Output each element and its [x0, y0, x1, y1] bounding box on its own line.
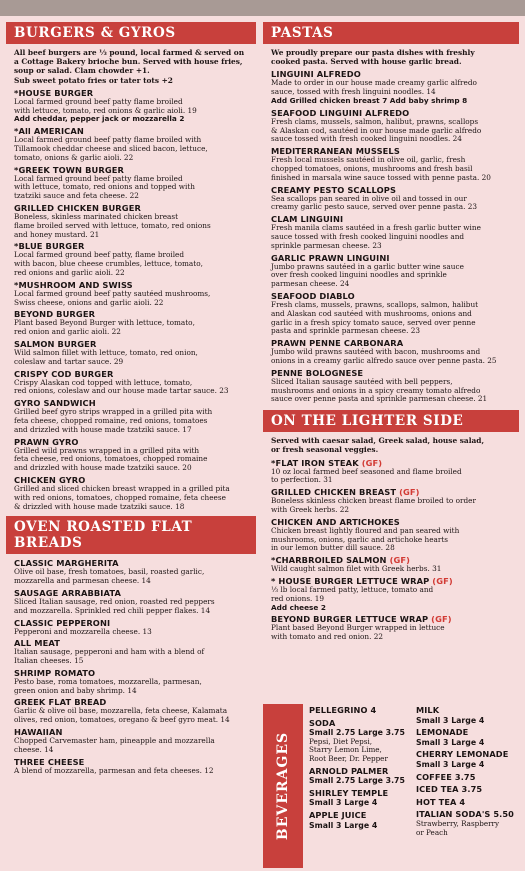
item-name-text: * HOUSE BURGER LETTUCE WRAP	[271, 575, 430, 586]
item-name-text: CLASSIC PEPPERONI	[14, 617, 111, 628]
item-name	[14, 618, 248, 628]
menu-item	[14, 369, 248, 397]
item-description: Swiss cheese, onions and garlic aioli. 22	[14, 297, 164, 307]
item-description: finished in marsala wine sauce tossed with penne pasta. 20	[271, 172, 491, 182]
menu-item	[14, 280, 248, 308]
beverage-name: CHERRY LEMONADE	[416, 749, 509, 760]
menu-item	[271, 338, 511, 366]
item-description: Jumbo wild prawns sautéed with bacon, mushrooms and	[271, 347, 481, 357]
item-description: mushrooms, onions, garlic and artichoke hearts	[271, 534, 449, 544]
beverages-heading: BEVERAGES	[275, 731, 291, 841]
item-description: & Alaskan cod, sautéed in our house made garlic alfredo	[271, 125, 482, 135]
menu-item	[271, 291, 511, 336]
beverage-item	[309, 706, 409, 716]
menu-item	[14, 241, 248, 277]
item-description: 10 oz local farmed beef seasoned and flame broiled	[271, 466, 462, 476]
item-name-text: SEAFOOD DIABLO	[271, 290, 355, 301]
burgers-list	[6, 88, 256, 512]
menu-item	[14, 88, 248, 124]
item-name-text: CRISPY COD BURGER	[14, 368, 114, 379]
item-description: garlic in a fresh spicy tomato sauce, served over penne	[271, 317, 476, 327]
beverage-name: MILK	[416, 705, 440, 715]
item-description: with bacon, blue cheese crumbles, lettuce, tomato,	[14, 259, 203, 269]
item-description: Chopped Carvemaster ham, pineapple and mozzarella	[14, 736, 215, 746]
beverage-item	[309, 767, 409, 786]
item-description: Sliced Italian sausage sautéed with bell peppers,	[271, 376, 453, 386]
beverage-item	[416, 798, 519, 808]
menu-item	[14, 309, 248, 337]
item-description: and drizzled with house made tzatziki sauce. 17	[14, 424, 192, 434]
item-description: Local farmed ground beef patty flame broiled with	[14, 135, 202, 145]
item-description: in our lemon butter dill sauce. 28	[271, 543, 395, 553]
menu-item	[271, 253, 511, 289]
menu-item	[271, 214, 511, 250]
beverage-name: SHIRLEY TEMPLE	[309, 787, 389, 798]
gluten-free-badge: (GF)	[361, 457, 383, 468]
item-description: Grilled and sliced chicken breast wrapped in a grilled pita	[14, 483, 230, 493]
menu-item	[14, 398, 248, 434]
menu-item	[271, 368, 511, 404]
item-addon: Add cheddar, pepper jack or mozzarella 2	[14, 114, 185, 124]
item-description: and Alaskan cod sautéed with mushrooms, onions and	[271, 308, 472, 318]
item-description: Garlic & olive oil base, mozzarella, feta cheese, Kalamata	[14, 706, 228, 716]
item-description: Grilled wild prawns wrapped in a grilled pita with	[14, 445, 200, 455]
item-description: creamy garlic pesto sauce, served over penne pasta. 23	[271, 202, 478, 212]
burgers-heading: BURGERS & GYROS	[6, 22, 256, 44]
beverage-price: Small 3 Large 4	[416, 759, 485, 769]
beverage-name: PELLEGRINO 4	[309, 705, 377, 715]
menu-item	[271, 146, 511, 182]
item-description: over fresh cooked linguini noodles and sprinkle	[271, 270, 447, 280]
item-description: Fresh local mussels sautéed in olive oil, garlic, fresh	[271, 155, 466, 165]
menu-item	[271, 185, 511, 213]
item-addon: Add Grilled chicken breast 7 Add baby shrimp 8	[271, 96, 468, 105]
item-name-text: BEYOND BURGER	[14, 309, 96, 320]
item-description: A blend of mozzarella, parmesan and feta cheeses. 12	[14, 765, 214, 775]
item-description: ⅓ lb local farmed patty, lettuce, tomato and	[271, 584, 434, 594]
lighter-section	[263, 410, 519, 642]
item-description: Made to order in our house made creamy garlic alfredo	[271, 78, 477, 88]
item-name-text: GYRO SANDWICH	[14, 398, 96, 409]
beverages-section	[263, 704, 519, 868]
item-description: with Greek herbs. 22	[271, 504, 350, 514]
item-description: sauce tossed with fresh cooked linguini noodles. 24	[271, 134, 462, 144]
gluten-free-badge: (GF)	[431, 614, 452, 625]
item-description: Crispy Alaskan cod topped with lettuce, tomato,	[14, 377, 193, 387]
intro-line: or fresh seasonal veggies.	[271, 445, 379, 455]
beverage-item	[309, 789, 409, 808]
item-name-text: LINGUINI ALFREDO	[271, 69, 361, 80]
gluten-free-badge: (GF)	[389, 555, 411, 566]
item-description: Sliced Italian sausage, red onion, roasted red peppers	[14, 596, 215, 606]
item-description: green onion and baby shrimp. 14	[14, 685, 137, 695]
beverage-name: APPLE JUICE	[309, 809, 367, 820]
item-name-text: PRAWN GYRO	[14, 436, 79, 447]
beverage-price: Small 3 Large 4	[416, 715, 485, 725]
item-name-text: GRILLED CHICKEN BREAST	[271, 487, 397, 498]
pastas-intro	[271, 48, 511, 66]
intro-line: All beef burgers are ⅓ pound, local farmed & served on	[14, 48, 245, 57]
item-description: Fresh clams, mussels, salmon, halibut, prawns, scallops	[271, 116, 479, 126]
menu-item	[14, 437, 248, 473]
item-name-text: PENNE BOLOGNESE	[271, 367, 364, 378]
beverages-column-2	[416, 706, 519, 840]
top-wood-strip	[0, 0, 525, 16]
menu-item	[14, 126, 248, 162]
item-description: Wild caught salmon filet with Greek herbs. 31	[271, 564, 442, 574]
item-description: with red onions, tomatoes, chopped romaine, feta cheese	[14, 492, 226, 502]
beverage-note: Strawberry, Raspberry	[416, 818, 500, 828]
intro-line: cooked pasta. Served with house garlic bread.	[271, 57, 462, 67]
item-description: Plant based Beyond Burger with lettuce, tomato,	[14, 318, 195, 328]
beverage-item	[416, 728, 519, 747]
beverages-tab	[263, 704, 303, 868]
beverage-price: Small 2.75 Large 3.75	[309, 776, 405, 786]
item-description: and drizzled with house made tzatziki sauce. 20	[14, 463, 192, 473]
menu-item	[14, 618, 248, 637]
item-name-text: CREAMY PESTO SCALLOPS	[271, 184, 397, 195]
item-description: chopped tomatoes, onions, mushrooms and fresh basil	[271, 163, 473, 173]
beverage-name: HOT TEA 4	[416, 796, 466, 807]
item-name-text: *FLAT IRON STEAK	[271, 457, 359, 468]
item-description: pasta and sprinkle parmesan cheese. 23	[271, 326, 421, 336]
menu-item	[271, 108, 511, 144]
item-name-text: CHICKEN AND ARTICHOKES	[271, 516, 400, 527]
menu-item	[271, 555, 511, 574]
item-description: and mozzarella. Sprinkled red chili pepper flakes. 14	[14, 605, 211, 615]
menu-item	[271, 458, 511, 486]
beverage-name: SODA	[309, 717, 336, 728]
item-description: red onions, coleslaw and our house made tartar sauce. 23	[14, 386, 229, 396]
item-description: parmesan cheese. 24	[271, 279, 350, 289]
item-description: sauce tossed with fresh cooked linguini noodles and	[271, 231, 465, 241]
item-description: Sea scallops pan seared in olive oil and tossed in our	[271, 193, 467, 203]
flatbreads-list	[6, 558, 256, 775]
beverage-item	[416, 706, 519, 725]
menu-item	[14, 757, 248, 776]
item-description: onions in a creamy garlic alfredo sauce over penne pasta. 25	[271, 355, 497, 365]
item-description: sprinkle parmesan cheese. 23	[271, 240, 382, 250]
beverage-note: Root Beer, Dr. Pepper	[309, 753, 388, 763]
item-description: Italian cheeses. 15	[14, 656, 84, 666]
item-name-text: *CHARBROILED SALMON	[271, 555, 387, 566]
gluten-free-badge: (GF)	[432, 575, 453, 586]
beverage-item	[416, 773, 519, 783]
item-description: flame broiled served with lettuce, tomato, red onions	[14, 220, 211, 230]
item-description: Plant based Beyond Burger wrapped in lettuce	[271, 623, 445, 633]
item-name-text: GARLIC PRAWN LINGUINI	[271, 252, 390, 263]
item-description: cheese. 14	[14, 744, 54, 754]
item-description: Jumbo prawns sautéed in a garlic butter wine sauce	[271, 261, 464, 271]
item-name-text: THREE CHEESE	[14, 756, 85, 767]
intro-line: soup or salad. Clam chowder +1.	[14, 66, 150, 76]
item-description: Pesto base, roma tomatoes, mozzarella, parmesan,	[14, 676, 202, 686]
menu-item	[271, 576, 511, 612]
item-description: sauce over penne pasta and sprinkle parmesan cheese. 21	[271, 394, 488, 404]
right-column	[263, 22, 519, 644]
item-name-text: MEDITERRANEAN MUSSELS	[271, 146, 400, 157]
gluten-free-badge: (GF)	[399, 487, 420, 498]
beverage-name: COFFEE 3.75	[416, 771, 476, 782]
menu-item	[271, 517, 511, 553]
item-name-text: BEYOND BURGER LETTUCE WRAP	[271, 614, 429, 625]
intro-line: We proudly prepare our pasta dishes with freshly	[271, 48, 475, 57]
item-name-text: CHICKEN GYRO	[14, 474, 86, 485]
item-name-text: *MUSHROOM AND SWISS	[14, 279, 133, 290]
beverage-name: ARNOLD PALMER	[309, 765, 389, 776]
item-name-text: *HOUSE BURGER	[14, 87, 94, 98]
item-description: tomato, onions & garlic aioli. 22	[14, 152, 134, 162]
lighter-heading: ON THE LIGHTER SIDE	[263, 410, 519, 432]
item-description: Local farmed ground beef patty, flame broiled	[14, 250, 185, 260]
beverage-name: ITALIAN SODA'S 5.50	[416, 809, 514, 820]
item-name-text: SALMON BURGER	[14, 338, 97, 349]
item-name-text: *All AMERICAN	[14, 126, 84, 137]
menu-item	[14, 165, 248, 201]
item-description: Fresh manila clams sautéed in a fresh garlic butter wine	[271, 223, 481, 233]
intro-line: Sub sweet potato fries or tater tots +2	[14, 75, 173, 85]
item-description: with tomato and red onion. 22	[271, 632, 384, 642]
item-name-text: ALL MEAT	[14, 638, 61, 649]
menu-item	[14, 638, 248, 666]
beverage-item	[416, 785, 519, 795]
beverage-note: Starry Lemon Lime,	[309, 745, 382, 755]
beverage-price: Small 3 Large 4	[416, 737, 485, 747]
pastas-section	[263, 22, 519, 404]
item-description: with lettuce, tomato, red onions and topped with	[14, 182, 195, 192]
lighter-intro	[271, 436, 511, 454]
left-column	[6, 22, 256, 777]
item-description: Olive oil base, fresh tomatoes, basil, roasted garlic,	[14, 567, 205, 577]
menu-item	[271, 614, 511, 642]
item-description: Wild salmon fillet with lettuce, tomato, red onion,	[14, 347, 198, 357]
item-description: Pepperoni and mozzarella cheese. 13	[14, 626, 152, 636]
burgers-intro	[14, 48, 248, 85]
item-name-text: HAWAIIAN	[14, 727, 63, 738]
item-description: red onion and garlic aioli. 22	[14, 327, 121, 337]
item-description: feta cheese, red onions, tomatoes, chopped romaine	[14, 454, 208, 464]
item-addon: Add cheese 2	[271, 602, 326, 612]
menu-item	[14, 727, 248, 755]
item-description: red onions and garlic aioli. 22	[14, 267, 125, 277]
item-description: Boneless skinless chicken breast flame broiled to order	[271, 496, 476, 506]
item-description: Local farmed ground beef patty flame broiled	[14, 173, 183, 183]
menu-item	[14, 558, 248, 586]
item-description: and honey mustard. 21	[14, 229, 100, 239]
item-description: Local farmed ground beef patty flame broiled	[14, 96, 183, 106]
item-description: to perfection. 31	[271, 475, 333, 485]
beverage-item	[416, 750, 519, 769]
item-description: red onions. 19	[271, 593, 324, 603]
beverage-item	[309, 811, 409, 830]
item-name-text: GRILLED CHICKEN BURGER	[14, 202, 141, 213]
item-description: mozzarella and parmesan cheese. 14	[14, 576, 151, 586]
beverages-column-1	[309, 706, 409, 833]
item-description: & drizzled with house made tzatziki sauce. 18	[14, 501, 185, 511]
menu-item	[14, 339, 248, 367]
pastas-list	[263, 69, 519, 404]
item-description: Grilled beef gyro strips wrapped in a grilled pita with	[14, 407, 213, 417]
beverage-name: ICED TEA 3.75	[416, 784, 483, 795]
beverage-price: Small 2.75 Large 3.75	[309, 728, 405, 738]
lighter-list	[263, 458, 519, 642]
item-description: sauce, tossed with fresh linguini noodles. 14	[271, 87, 436, 97]
item-name-text: SEAFOOD LINGUINI ALFREDO	[271, 107, 410, 118]
menu-item	[14, 588, 248, 616]
item-description: coleslaw and tartar sauce. 29	[14, 356, 124, 366]
intro-line: Served with caesar salad, Greek salad, house salad,	[271, 436, 485, 446]
burgers-section	[6, 22, 256, 511]
beverage-price: Small 3 Large 4	[309, 798, 378, 808]
flatbreads-heading: OVEN ROASTED FLAT BREADS	[6, 516, 256, 554]
item-description: Boneless, skinless marinated chicken breast	[14, 211, 179, 221]
menu-item	[14, 203, 248, 239]
menu-item	[271, 487, 511, 515]
beverage-price: Small 3 Large 4	[309, 820, 378, 830]
item-name-text: *GREEK TOWN BURGER	[14, 164, 125, 175]
beverage-note: or Peach	[416, 827, 448, 837]
beverage-item	[309, 719, 409, 764]
item-description: Chicken breast lightly floured and pan seared with	[271, 525, 460, 535]
pastas-heading: PASTAS	[263, 22, 519, 44]
menu-item	[14, 697, 248, 725]
item-description: Local farmed ground beef patty sautéed mushrooms,	[14, 288, 211, 298]
item-name-text: CLAM LINGUINI	[271, 214, 344, 225]
flatbreads-section	[6, 516, 256, 775]
item-name-text: PRAWN PENNE CARBONARA	[271, 338, 404, 349]
item-description: Fresh clams, mussels, prawns, scallops, salmon, halibut	[271, 299, 479, 309]
item-name-text: SHRIMP ROMATO	[14, 667, 96, 678]
beverage-note: Pepsi, Diet Pepsi,	[309, 736, 373, 746]
item-name-text: SAUSAGE ARRABBIATA	[14, 587, 122, 598]
menu-item	[271, 69, 511, 105]
beverage-name: LEMONADE	[416, 727, 469, 738]
item-name-text: CLASSIC MARGHERITA	[14, 558, 119, 569]
item-description: tzatziki sauce and feta cheese. 22	[14, 191, 139, 201]
item-description: with lettuce, tomato, red onions & garlic aioli. 19	[14, 105, 197, 115]
item-description: olives, red onion, tomatoes, oregano & beef gyro meat. 14	[14, 715, 230, 725]
item-name-text: GREEK FLAT BREAD	[14, 697, 107, 708]
item-description: mushrooms and onions in a spicy creamy tomato alfredo	[271, 385, 481, 395]
menu-item	[14, 668, 248, 696]
item-name-text: *BLUE BURGER	[14, 241, 85, 252]
menu-item	[14, 475, 248, 511]
item-description: Italian sausage, pepperoni and ham with a blend of	[14, 647, 205, 657]
item-description: Tillamook cheddar cheese and sliced bacon, lettuce,	[14, 144, 208, 153]
item-description: feta cheese, chopped romaine, red onions, tomatoes	[14, 415, 208, 425]
beverage-item	[416, 810, 519, 837]
intro-line: a Cottage Bakery brioche bun. Served with house fries,	[14, 57, 243, 67]
